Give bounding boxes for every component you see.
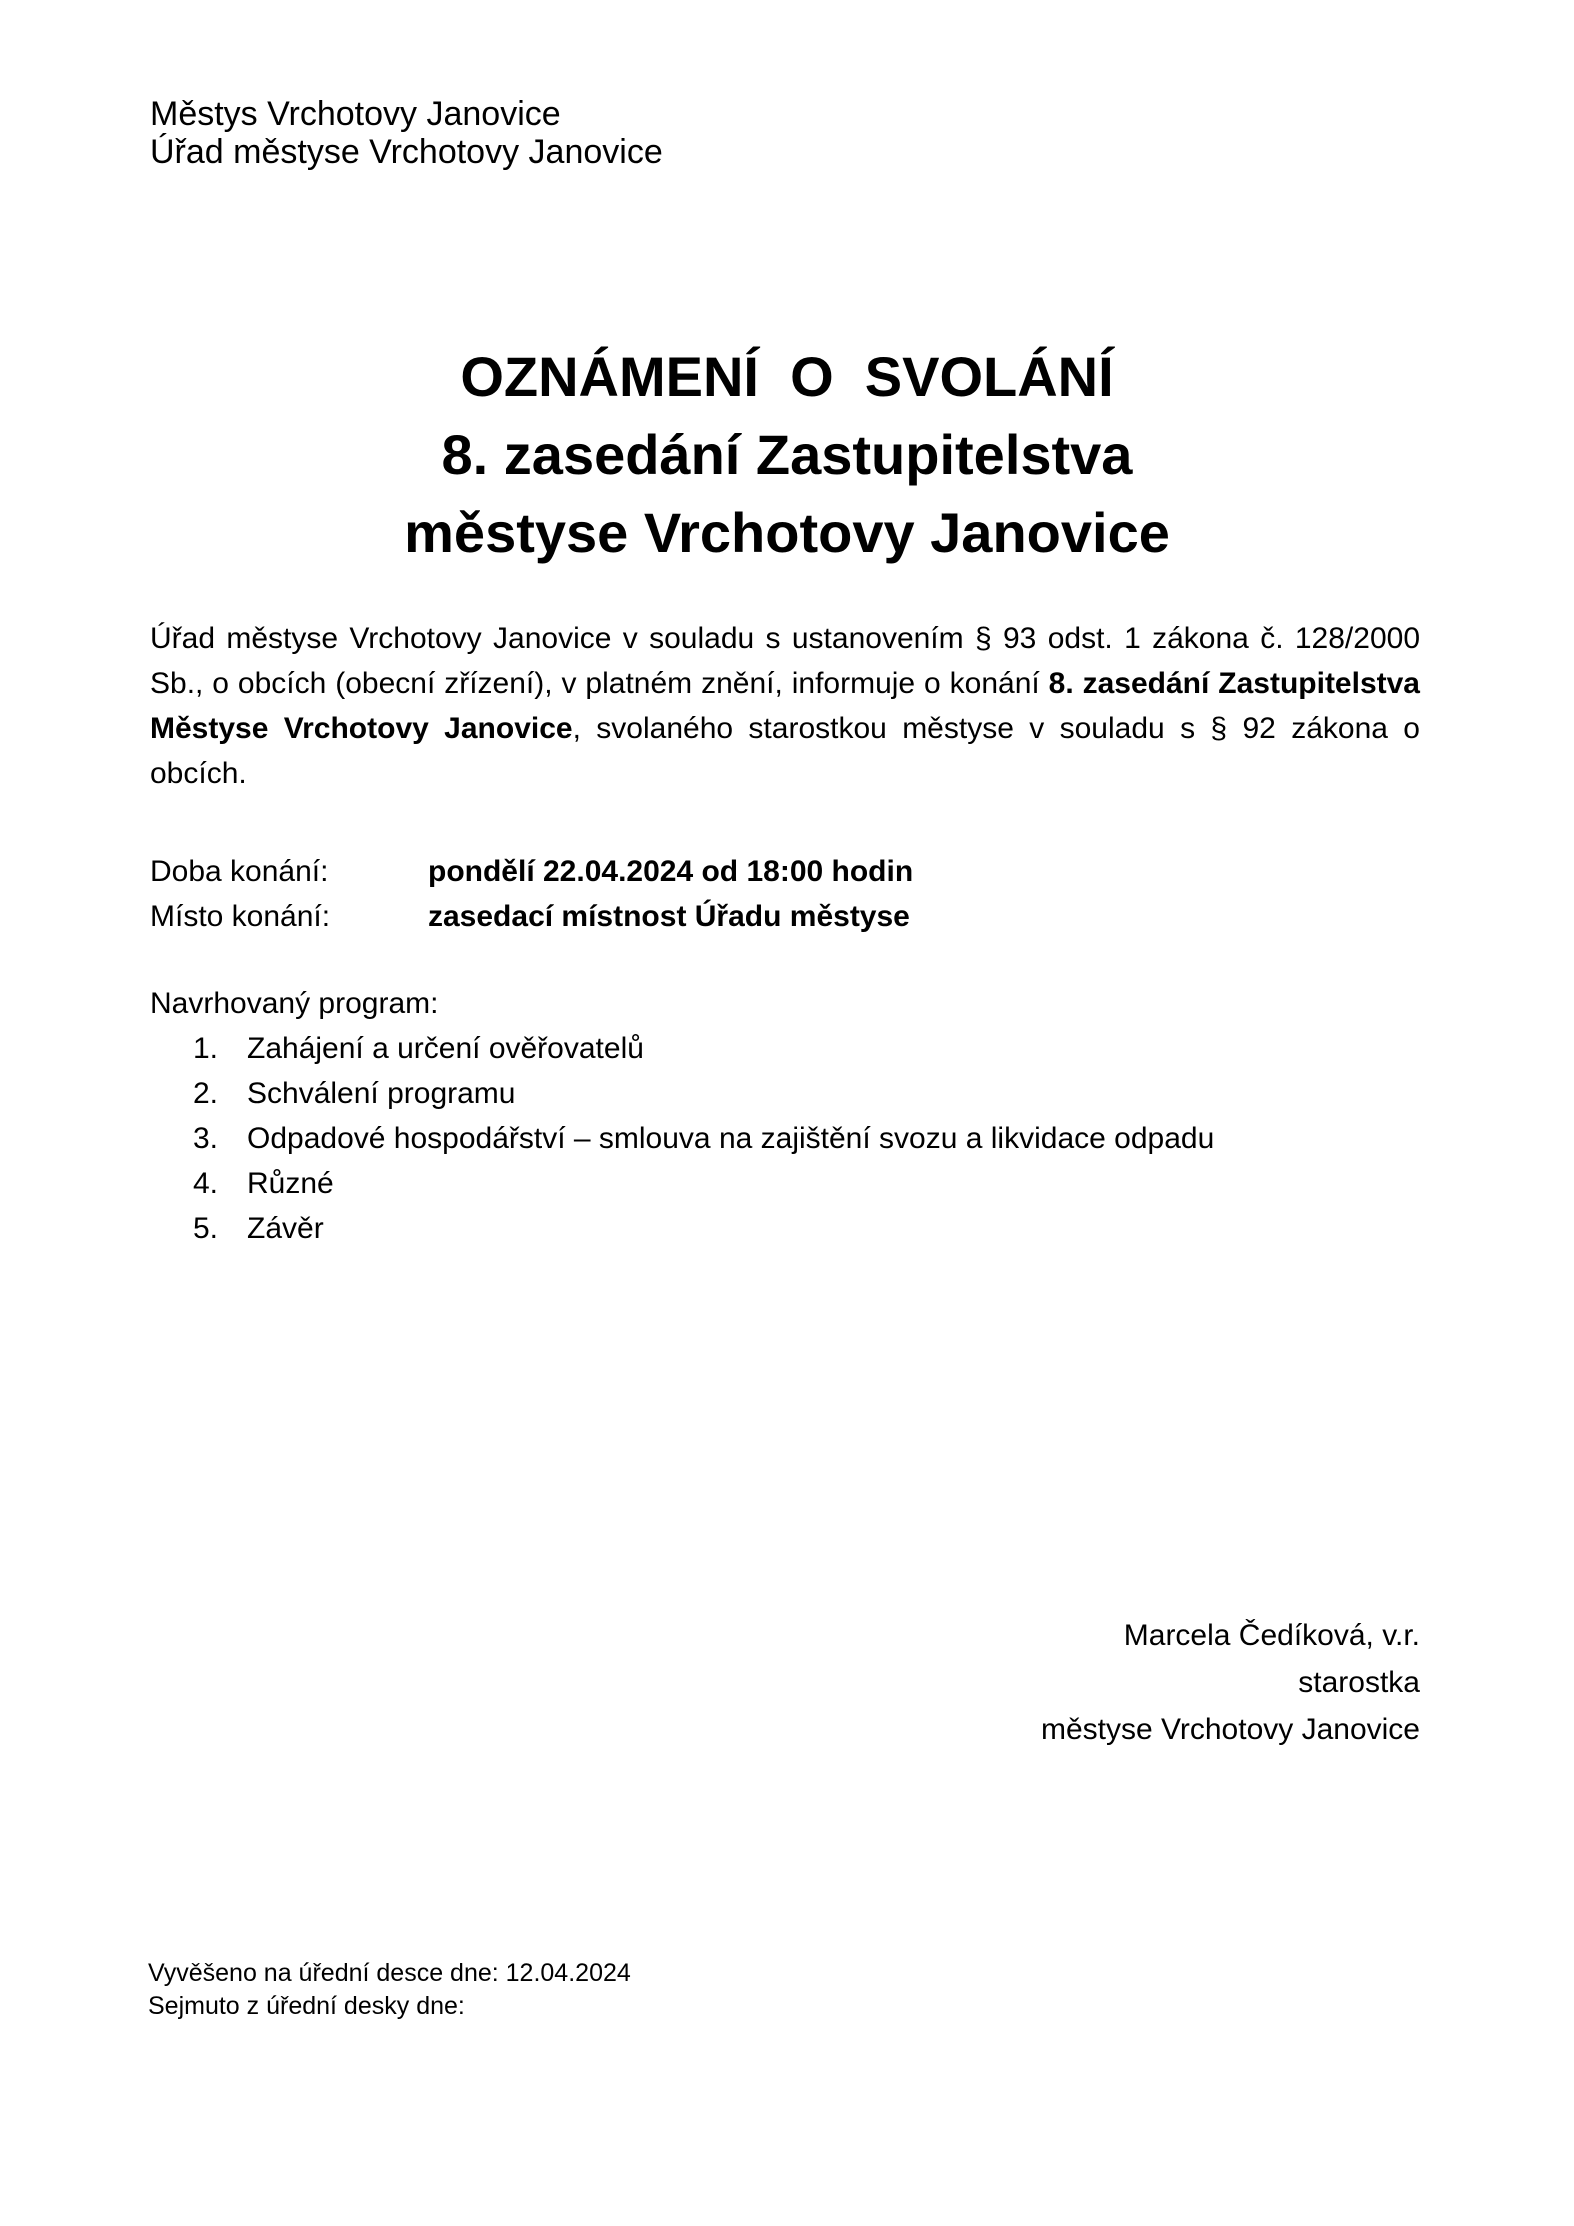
- title-line3: městyse Vrchotovy Janovice: [404, 501, 1170, 564]
- meeting-date-label: Doba konání:: [150, 855, 329, 888]
- intro-text-bold: 8. zasedání Zastupitelstva Městyse Vrchotovy Janovice: [150, 667, 1420, 745]
- program-item-2-number: 2.: [193, 1077, 219, 1110]
- notice-title: [0, 338, 1574, 572]
- program-item-5-number: 5.: [193, 1212, 219, 1245]
- program-item-2-text: Schválení programu: [247, 1077, 516, 1110]
- meeting-place-row: [150, 894, 913, 939]
- signatory-role: starostka: [1298, 1666, 1420, 1699]
- program-item-4-text: Různé: [247, 1167, 334, 1200]
- program-item-5-text: Závěr: [247, 1212, 324, 1245]
- program-item-3-number: 3.: [193, 1122, 219, 1155]
- program-item-3: [193, 1116, 1214, 1161]
- meeting-place-value: zasedací místnost Úřadu městyse: [428, 900, 910, 933]
- program-item-1: [193, 1026, 1214, 1071]
- letterhead-line1: Městys Vrchotovy Janovice: [150, 95, 561, 133]
- program-item-1-text: Zahájení a určení ověřovatelů: [247, 1032, 644, 1065]
- posted-date-line: Vyvěšeno na úřední desce dne: 12.04.2024: [148, 1959, 631, 1987]
- program-section: [150, 981, 1214, 1251]
- intro-text-regular-2: , svolaného starostkou městyse v souladu s § 92 zákona o obcích.: [150, 712, 1420, 790]
- signatory-org: městyse Vrchotovy Janovice: [1040, 1713, 1420, 1746]
- program-item-1-number: 1.: [193, 1032, 219, 1065]
- meeting-place-label: Místo konání:: [150, 900, 331, 933]
- program-item-4-number: 4.: [193, 1167, 219, 1200]
- meeting-info: [150, 849, 913, 939]
- program-item-5: [193, 1206, 1214, 1251]
- removed-date-line: Sejmuto z úřední desky dne:: [148, 1992, 465, 2020]
- title-line1: OZNÁMENÍ O SVOLÁNÍ: [460, 345, 1114, 408]
- signatory-name: Marcela Čedíková, v.r.: [1123, 1619, 1420, 1652]
- intro-paragraph: [150, 616, 1420, 796]
- intro-text-regular-1: Úřad městyse Vrchotovy Janovice v souladu s ustanovením § 93 odst. 1 zákona č. 128/2000 Sb., o obcích (obecní zřízení), v platném znění, informuje o konání: [150, 622, 1420, 700]
- program-list: [150, 1026, 1214, 1251]
- posting-record: [148, 1957, 631, 2023]
- program-item-3-text: Odpadové hospodářství – smlouva na zajištění svozu a likvidace odpadu: [247, 1122, 1215, 1155]
- letterhead: [150, 95, 663, 171]
- title-line2: 8. zasedání Zastupitelstva: [441, 423, 1133, 486]
- program-item-2: [193, 1071, 1214, 1116]
- meeting-date-value: pondělí 22.04.2024 od 18:00 hodin: [428, 855, 914, 888]
- program-heading: Navrhovaný program:: [150, 987, 439, 1020]
- program-item-4: [193, 1161, 1214, 1206]
- letterhead-line2: Úřad městyse Vrchotovy Janovice: [150, 133, 663, 171]
- signature-block: [1041, 1612, 1420, 1753]
- meeting-date-row: [150, 849, 913, 894]
